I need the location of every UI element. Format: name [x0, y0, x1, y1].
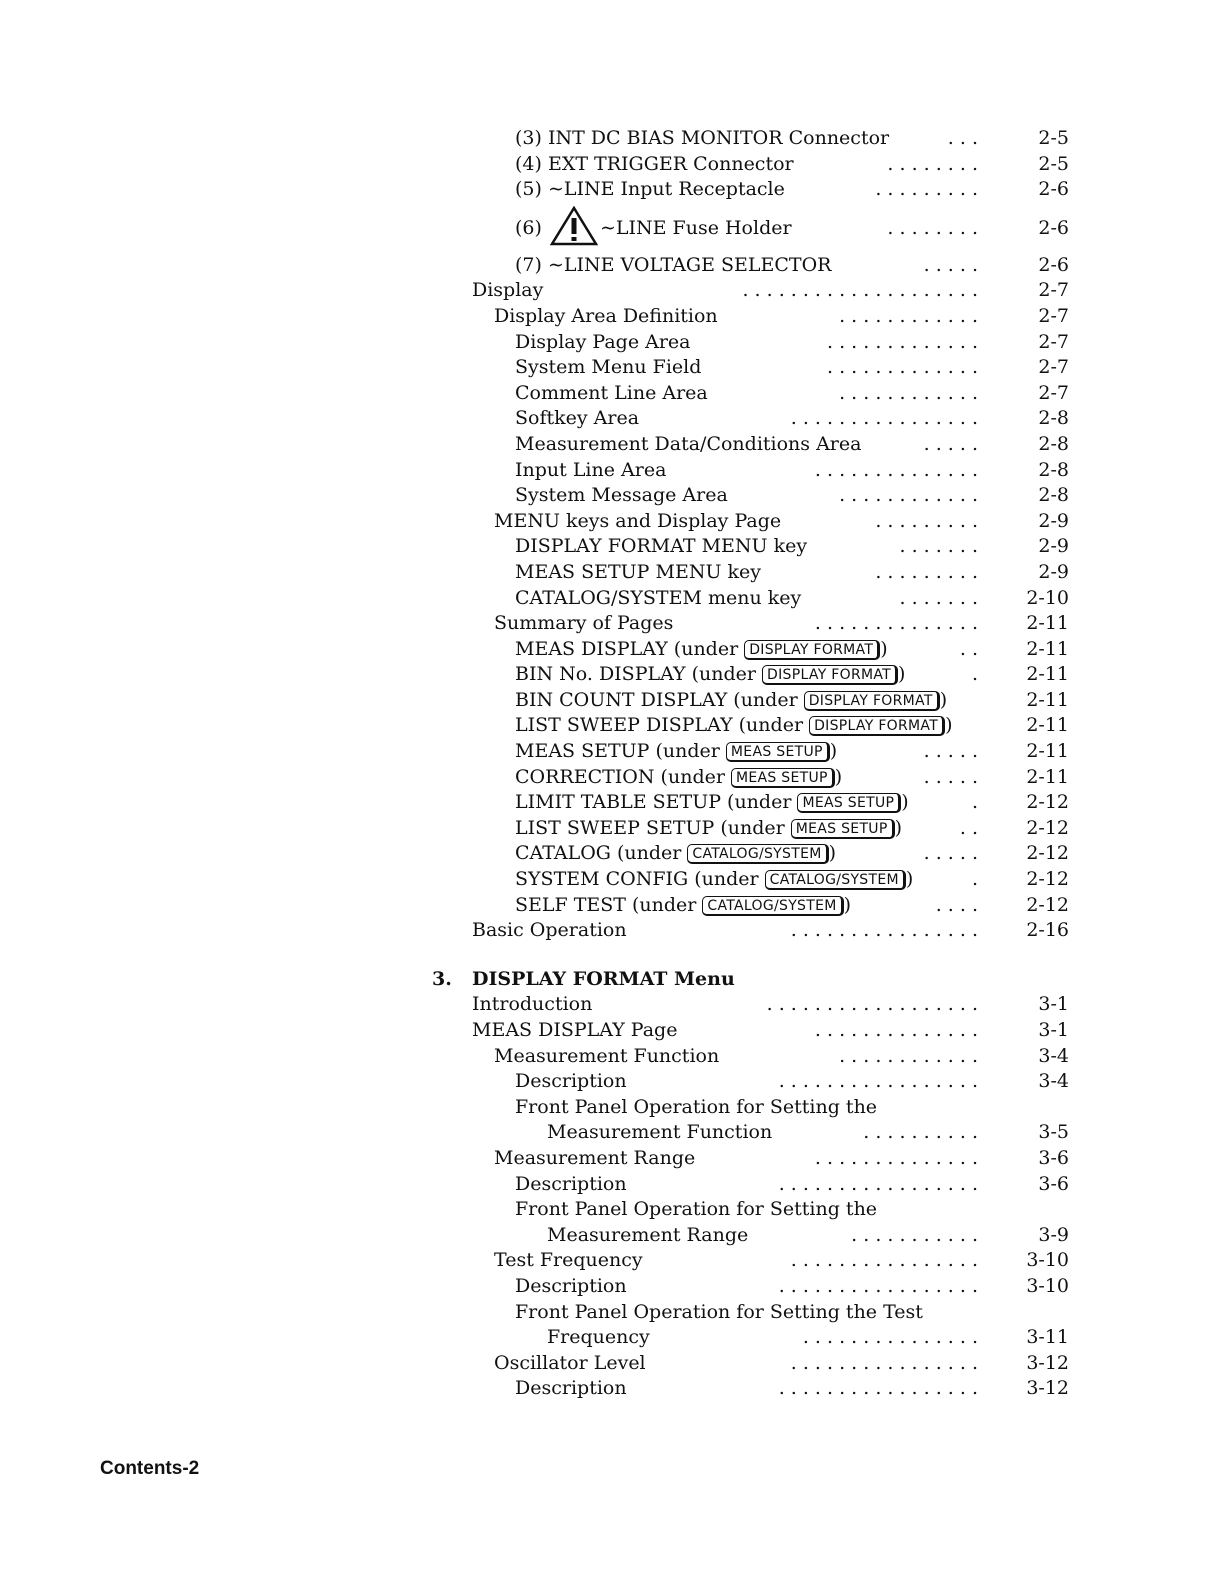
toc-leader-dots: . . . . . . . . . . . . . . . . .: [778, 1172, 978, 1195]
toc-leader-dots: . . . . . . . . . . . . . .: [814, 612, 978, 635]
key-cap-meas-setup: MEAS SETUP: [731, 768, 835, 788]
toc-leader-dots: . . .: [947, 127, 978, 149]
toc-entry-title: Softkey Area: [515, 407, 640, 430]
toc-page-number: 2-7: [1038, 279, 1069, 302]
key-cap-meas-setup: MEAS SETUP: [726, 742, 830, 762]
toc-leader-dots: . . . . . . .: [899, 586, 978, 609]
toc-entry-title: Display Page Area: [515, 330, 691, 353]
key-cap-display-format: DISPLAY FORMAT: [809, 716, 945, 736]
chapter-number: 3.: [432, 967, 452, 990]
toc-entry[interactable]: [0, 509, 1224, 535]
toc-page-number: 2-11: [1026, 740, 1069, 763]
toc-entry-title: MEAS SETUP MENU key: [515, 560, 761, 583]
toc-leader-dots: . . . . . . . . . . . . . . . .: [790, 1351, 978, 1374]
toc-page-number: 2-6: [1038, 216, 1069, 239]
toc-entry[interactable]: [0, 1223, 1224, 1249]
toc-entry[interactable]: [0, 1146, 1224, 1172]
toc-leader-dots: . . . . . . . .: [887, 216, 978, 239]
toc-leader-dots: . . . . . . . . . . . .: [839, 304, 978, 327]
toc-page-number: 2-12: [1026, 791, 1069, 814]
toc-entry-title: Comment Line Area: [515, 381, 708, 404]
toc-page-number: 3-1: [1038, 1019, 1069, 1041]
toc-entry[interactable]: [0, 330, 1224, 356]
toc-entry[interactable]: [0, 662, 1224, 688]
toc-page-number: 3-12: [1026, 1377, 1069, 1400]
toc-page-number: 3-5: [1038, 1121, 1069, 1144]
toc-leader-dots: . .: [959, 637, 978, 660]
toc-leader-dots: . . . . . . . . . . . . . . . .: [790, 1249, 978, 1272]
toc-page-number: 3-10: [1026, 1274, 1069, 1297]
toc-page-number: 2-8: [1038, 458, 1069, 481]
toc-page-number: 3-4: [1038, 1044, 1069, 1067]
toc-page-number: 2-11: [1026, 612, 1069, 635]
toc-leader-dots: .: [971, 791, 978, 814]
toc-entry-title: Oscillator Level: [494, 1351, 646, 1374]
toc-entry-title: Basic Operation: [472, 919, 627, 942]
toc-page-number: 2-12: [1026, 893, 1069, 916]
toc-entry-title: Measurement Range: [494, 1146, 696, 1169]
toc-entry[interactable]: [0, 893, 1224, 919]
toc-entry-title: CATALOG/SYSTEM menu key: [515, 586, 802, 609]
toc-entry-title: (6) ∼LINE Fuse Holder: [515, 203, 792, 253]
key-cap-catalog-system: CATALOG/SYSTEM: [687, 844, 828, 864]
toc-chapter-entries: [0, 992, 1224, 1402]
key-cap-meas-setup: MEAS SETUP: [797, 793, 901, 813]
toc-entry[interactable]: [0, 458, 1224, 484]
toc-leader-dots: . . . . . . . . .: [875, 509, 978, 532]
toc-page-number: 2-12: [1026, 842, 1069, 865]
toc-entry-title: MEAS DISPLAY Page: [472, 1019, 678, 1041]
key-cap-display-format: DISPLAY FORMAT: [762, 665, 898, 685]
toc-entry-title: Input Line Area: [515, 458, 667, 481]
toc-entry-title: Test Frequency: [494, 1249, 643, 1272]
toc-entry[interactable]: [0, 637, 1224, 663]
toc-page-number: 2-12: [1026, 816, 1069, 839]
chapter-heading[interactable]: [0, 967, 1224, 993]
toc-page-number: 2-16: [1026, 919, 1069, 942]
toc-entry[interactable]: [0, 739, 1224, 765]
toc-entry[interactable]: [0, 278, 1224, 304]
toc-entry[interactable]: [0, 765, 1224, 791]
toc-page-number: 2-10: [1026, 586, 1069, 609]
toc-page-number: 3-6: [1038, 1172, 1069, 1195]
toc-entry-title: MEAS DISPLAY (under DISPLAY FORMAT ): [515, 637, 888, 660]
toc-leader-dots: . . . . . . . . . . . .: [839, 484, 978, 507]
toc-entry-title: DISPLAY FORMAT MENU key: [515, 535, 808, 558]
toc-entry[interactable]: [0, 126, 1224, 152]
toc-page-number: 2-6: [1038, 178, 1069, 201]
toc-entry[interactable]: [0, 560, 1224, 586]
toc-leader-dots: . . . . . . . . . . . . .: [827, 330, 978, 353]
toc-entry-title: Front Panel Operation for Setting the: [515, 1198, 878, 1221]
toc-leader-dots: . . . . . . . . . . . . . . .: [802, 1326, 978, 1349]
toc-entry-title: Measurement Function: [494, 1044, 720, 1067]
toc-entry[interactable]: [0, 1274, 1224, 1300]
toc-leader-dots: . . . . . . . . . . . . . .: [814, 1019, 978, 1041]
toc-entry[interactable]: [0, 1325, 1224, 1351]
toc-entry-title: Description: [515, 1070, 627, 1093]
toc-entry[interactable]: [0, 918, 1224, 944]
toc-entry-title: Description: [515, 1172, 627, 1195]
toc-leader-dots: . . . . . . . . . . . . . . . . . . . .: [742, 279, 978, 302]
toc-entry-title: Display Area Definition: [494, 304, 718, 327]
toc-entry-title: SYSTEM CONFIG (under CATALOG/SYSTEM ): [515, 868, 914, 891]
toc-entry-title: Measurement Function: [547, 1121, 773, 1144]
toc-entry-title: CATALOG (under CATALOG/SYSTEM ): [515, 842, 837, 865]
toc-page-number: 2-7: [1038, 330, 1069, 353]
toc-page-number: 3-1: [1038, 993, 1069, 1016]
toc-entry-title: Display: [472, 279, 544, 302]
toc-leader-dots: . . . . .: [923, 740, 978, 763]
toc-leader-dots: . . . . . . . . . . . . . . . . . .: [766, 993, 978, 1016]
toc-leader-dots: . . . . . . . . . . . . . . . . .: [778, 1377, 978, 1400]
toc-leader-dots: . . . . . . . . . . . . .: [827, 356, 978, 379]
toc-page-number: 2-5: [1038, 152, 1069, 175]
toc-entry[interactable]: [0, 1120, 1224, 1146]
toc-key-entries: [0, 637, 1224, 919]
toc-leader-dots: . . . . . . . . .: [875, 178, 978, 201]
toc-entry[interactable]: [0, 1197, 1224, 1223]
toc-entry[interactable]: [0, 534, 1224, 560]
toc-entry-title: Frequency: [547, 1326, 650, 1349]
toc-page-number: 3-11: [1026, 1326, 1069, 1349]
toc-leader-dots: . . . . .: [923, 432, 978, 455]
toc-leader-dots: . . . . . . . . . . . . . . . . .: [778, 1274, 978, 1297]
toc-page-number: 3-10: [1026, 1249, 1069, 1272]
toc-page-number: 2-7: [1038, 304, 1069, 327]
toc-entry[interactable]: [0, 586, 1224, 612]
toc-page-number: 3-9: [1038, 1223, 1069, 1246]
toc-leader-dots: . . . . . . . . . . . . . .: [814, 1146, 978, 1169]
warning-triangle-icon: [550, 206, 598, 246]
toc-entry[interactable]: [0, 253, 1224, 279]
toc-entry-title: CORRECTION (under MEAS SETUP ): [515, 765, 843, 788]
toc-leader-dots: . . . . .: [923, 765, 978, 788]
toc-entry-title: LIST SWEEP DISPLAY (under DISPLAY FORMAT ): [515, 714, 953, 737]
toc-leader-dots: . . . .: [935, 893, 978, 916]
toc-page-number: 2-9: [1038, 560, 1069, 583]
toc-entry[interactable]: [0, 1376, 1224, 1402]
toc-page-number: 2-11: [1026, 765, 1069, 788]
toc-page-number: 3-6: [1038, 1146, 1069, 1169]
toc-leader-dots: . . . . . . . . . . . . . . . .: [790, 919, 978, 942]
toc-page-number: 2-11: [1026, 714, 1069, 737]
toc-entry-title: System Menu Field: [515, 356, 702, 379]
toc-entries: [0, 253, 1224, 637]
toc-entry-title: System Message Area: [515, 484, 728, 507]
toc-entry[interactable]: [0, 1172, 1224, 1198]
toc-leader-dots: . . . . . . . . . . . .: [839, 381, 978, 404]
toc-entry-title: (5) ∼LINE Input Receptacle: [515, 178, 785, 201]
toc-entry[interactable]: [0, 867, 1224, 893]
toc-entry-title: Summary of Pages: [494, 612, 674, 635]
toc-entry[interactable]: [0, 611, 1224, 637]
toc-entry-title: (3) INT DC BIAS MONITOR Connector: [515, 127, 890, 149]
toc-entry[interactable]: [0, 406, 1224, 432]
toc-entry-title: Measurement Range: [547, 1223, 749, 1246]
toc-entry[interactable]: [0, 152, 1224, 178]
toc-entry[interactable]: [0, 688, 1224, 714]
toc-entry[interactable]: [0, 483, 1224, 509]
key-cap-display-format: DISPLAY FORMAT: [744, 640, 880, 660]
toc-leader-dots: . . . . . . . . . .: [863, 1121, 978, 1144]
toc-leader-dots: . . . . . . . . . . . . . . . .: [790, 407, 978, 430]
toc-leader-dots: . . . . .: [923, 842, 978, 865]
toc-page-number: 2-7: [1038, 381, 1069, 404]
toc-page-number: 2-11: [1026, 688, 1069, 711]
toc-entry[interactable]: [0, 203, 1224, 253]
toc-leader-dots: .: [971, 868, 978, 891]
toc-leader-dots: . . . . .: [923, 253, 978, 276]
toc-entry-title: Front Panel Operation for Setting the Test: [515, 1300, 923, 1323]
toc-page-number: 2-9: [1038, 509, 1069, 532]
toc-entry[interactable]: [0, 1018, 1224, 1044]
chapter-title: DISPLAY FORMAT Menu: [472, 967, 735, 990]
toc-page-number: 3-4: [1038, 1070, 1069, 1093]
toc-leader-dots: .: [971, 663, 978, 686]
toc-page-number: 2-8: [1038, 432, 1069, 455]
toc-entry-title: (7) ∼LINE VOLTAGE SELECTOR: [515, 253, 832, 276]
toc-entry[interactable]: [0, 992, 1224, 1018]
toc-page-number: 2-9: [1038, 535, 1069, 558]
toc-page-number: 2-8: [1038, 407, 1069, 430]
toc-entry-title: Introduction: [472, 993, 593, 1016]
toc-entry-title: (4) EXT TRIGGER Connector: [515, 152, 794, 175]
key-cap-catalog-system: CATALOG/SYSTEM: [765, 870, 906, 890]
toc-entry-title: MENU keys and Display Page: [494, 509, 782, 532]
toc-page-number: 2-7: [1038, 356, 1069, 379]
toc-entry-title: MEAS SETUP (under MEAS SETUP ): [515, 740, 838, 763]
toc-leader-dots: . . . . . . . . . . .: [851, 1223, 978, 1246]
toc-leader-dots: . . . . . . . .: [887, 152, 978, 175]
toc-leader-dots: . . . . . . . . . . . .: [839, 1044, 978, 1067]
toc-leader-dots: . . . . . . .: [899, 535, 978, 558]
toc-leader-dots: . . . . . . . . . . . . . .: [814, 458, 978, 481]
page-footer-label: Contents-2: [100, 1458, 200, 1479]
toc-page-number: 2-8: [1038, 484, 1069, 507]
toc-entry-title: LIMIT TABLE SETUP (under MEAS SETUP ): [515, 791, 909, 814]
toc-entry-title: SELF TEST (under CATALOG/SYSTEM ): [515, 893, 852, 916]
toc-entry-title: BIN No. DISPLAY (under DISPLAY FORMAT ): [515, 663, 906, 686]
toc-entry[interactable]: [0, 355, 1224, 381]
toc-page-number: 3-12: [1026, 1351, 1069, 1374]
toc-entry[interactable]: [0, 1300, 1224, 1326]
toc-entry[interactable]: [0, 1248, 1224, 1274]
toc-leader-dots: . .: [959, 816, 978, 839]
toc-entry[interactable]: [0, 177, 1224, 203]
toc-entry[interactable]: [0, 1069, 1224, 1095]
toc-entry[interactable]: [0, 816, 1224, 842]
toc-entry[interactable]: [0, 432, 1224, 458]
toc-page-number: 2-11: [1026, 637, 1069, 660]
toc-page-number: 2-6: [1038, 253, 1069, 276]
toc-entry-title: Measurement Data/Conditions Area: [515, 432, 862, 455]
toc-entry[interactable]: [0, 1351, 1224, 1377]
toc-page-number: 2-12: [1026, 868, 1069, 891]
toc-entry[interactable]: [0, 1044, 1224, 1070]
key-cap-meas-setup: MEAS SETUP: [791, 819, 895, 839]
toc-entry-title: Front Panel Operation for Setting the: [515, 1095, 878, 1118]
toc-entry-title: BIN COUNT DISPLAY (under DISPLAY FORMAT ): [515, 688, 948, 711]
toc-leader-dots: . . . . . . . . . . . . . . . . .: [778, 1070, 978, 1093]
toc-page-number: 2-5: [1038, 127, 1069, 149]
toc-leader-dots: . . . . . . . . .: [875, 560, 978, 583]
toc-entry-title: Description: [515, 1274, 627, 1297]
key-cap-catalog-system: CATALOG/SYSTEM: [702, 896, 843, 916]
table-of-contents: [0, 126, 1224, 1402]
toc-page-number: 2-11: [1026, 663, 1069, 686]
toc-entry-title: Description: [515, 1377, 627, 1400]
toc-entry[interactable]: [0, 381, 1224, 407]
toc-entry[interactable]: [0, 841, 1224, 867]
toc-entry-title: LIST SWEEP SETUP (under MEAS SETUP ): [515, 816, 903, 839]
toc-entry[interactable]: [0, 713, 1224, 739]
toc-entry[interactable]: [0, 790, 1224, 816]
toc-entry[interactable]: [0, 1095, 1224, 1121]
toc-entry[interactable]: [0, 304, 1224, 330]
key-cap-display-format: DISPLAY FORMAT: [804, 691, 940, 711]
